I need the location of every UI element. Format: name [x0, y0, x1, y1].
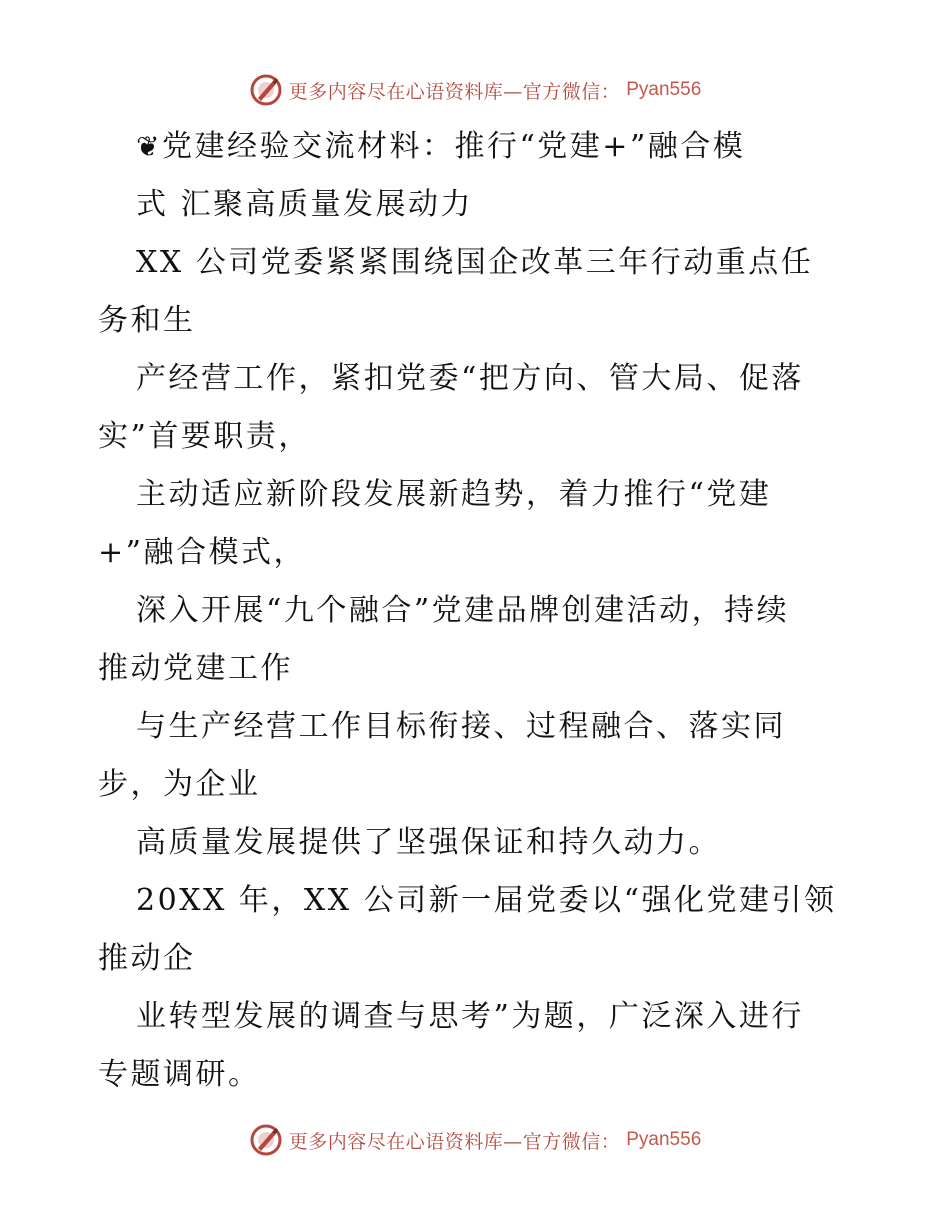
- paragraph-line: 产经营工作，紧扣党委“把方向、管大局、促落: [136, 361, 804, 396]
- watermark-id: Pyan556: [626, 1129, 702, 1150]
- paragraph-line: 与生产经营工作目标衔接、过程融合、落实同: [136, 709, 786, 744]
- header-watermark: [0, 70, 950, 110]
- paragraph-line: 步，为企业: [98, 767, 261, 802]
- document-body: [98, 118, 868, 1104]
- title-line-1: [98, 118, 868, 176]
- logo-icon: [249, 1123, 283, 1157]
- leaf-icon: ❦: [136, 130, 162, 163]
- paragraph-line: XX 公司党委紧紧围绕国企改革三年行动重点任: [136, 245, 814, 280]
- paragraph-line: 20XX 年，XX 公司新一届党委以“强化党建引领: [136, 883, 837, 918]
- watermark-id: Pyan556: [626, 79, 702, 100]
- paragraph-line: 实”首要职责，: [98, 419, 311, 454]
- paragraph-line: 深入开展“九个融合”党建品牌创建活动，持续: [136, 593, 790, 628]
- watermark-text: 更多内容尽在心语资料库—官方微信：: [288, 1130, 621, 1153]
- paragraph-line: 推动党建工作: [98, 651, 293, 686]
- paragraph-line: +”融合模式，: [98, 535, 306, 570]
- title-line-2: 式 汇聚高质量发展动力: [136, 187, 474, 222]
- paragraph-line: 专题调研。: [98, 1057, 261, 1092]
- paragraph-line: 推动企: [98, 941, 196, 976]
- paragraph-line: 高质量发展提供了坚强保证和持久动力。: [136, 825, 721, 860]
- footer-watermark: [0, 1120, 950, 1160]
- title-text-1: 党建经验交流材料：推行“党建+”融合模: [161, 129, 746, 164]
- watermark-text: 更多内容尽在心语资料库—官方微信：: [288, 80, 621, 103]
- logo-icon: [249, 73, 283, 107]
- paragraph-line: 主动适应新阶段发展新趋势，着力推行“党建: [136, 477, 772, 512]
- paragraph-line: 务和生: [98, 303, 196, 338]
- paragraph-line: 业转型发展的调查与思考”为题，广泛深入进行: [136, 999, 804, 1034]
